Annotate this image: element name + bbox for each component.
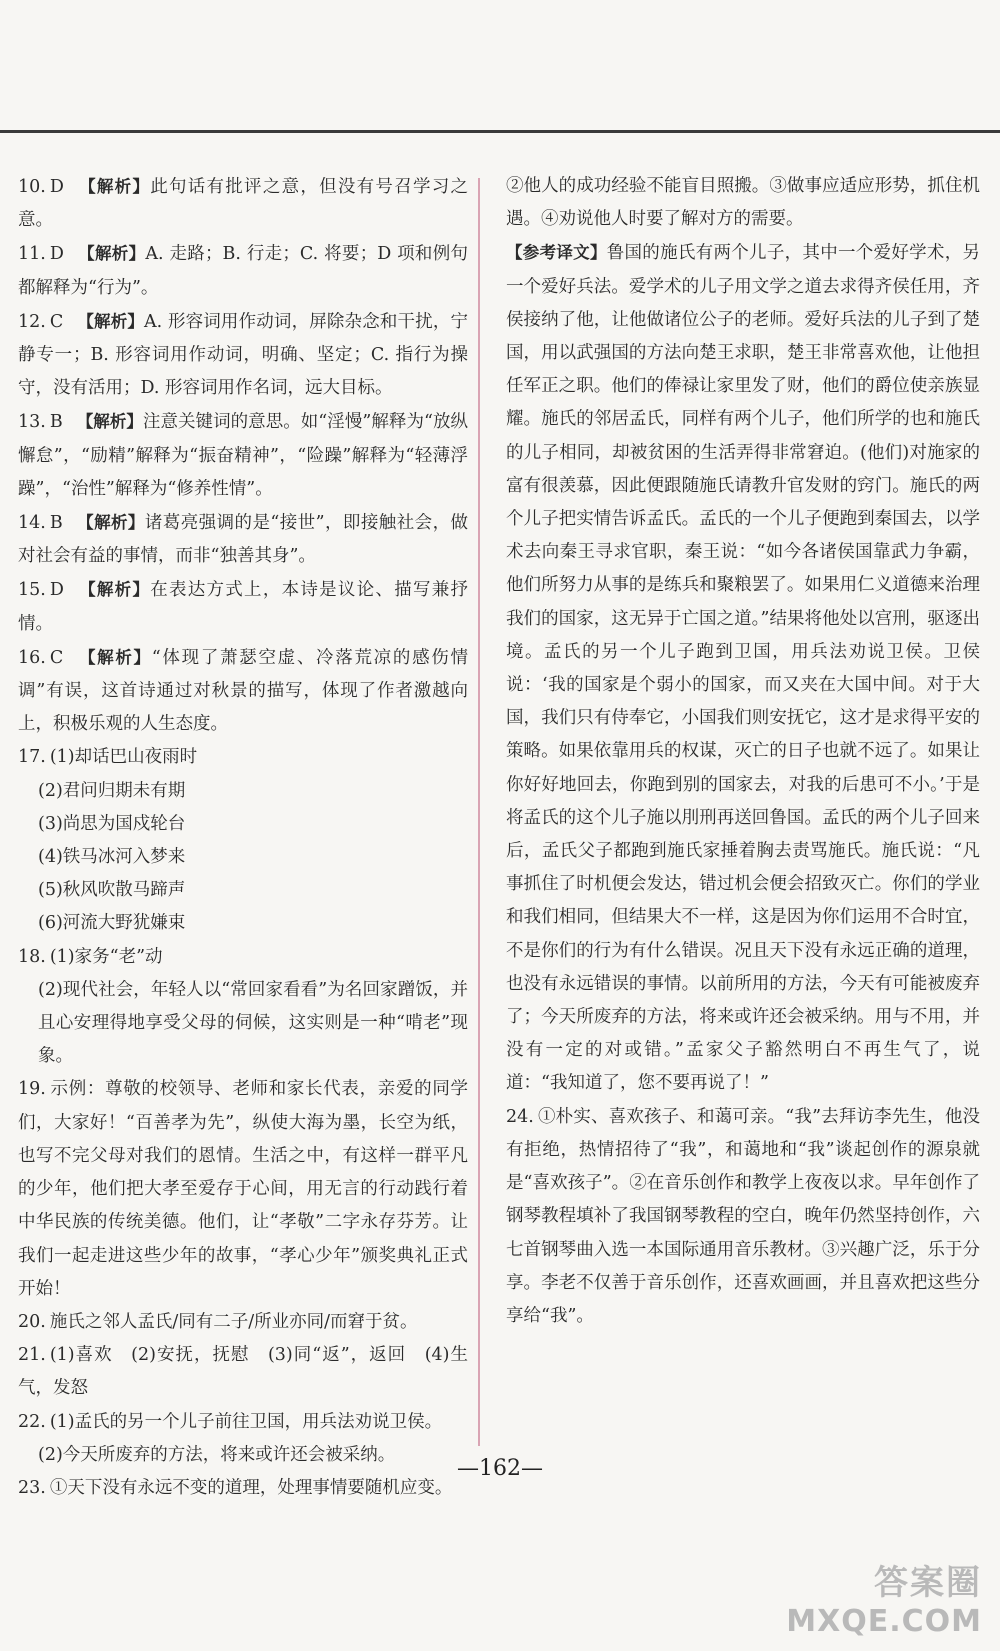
right-column xyxy=(506,170,980,1333)
answer-item: 17. (1)却话巴山夜雨时 xyxy=(18,747,198,768)
answer-item: 15. D 【解析】在表达方式上，本诗是议论、描写兼抒情。 xyxy=(18,580,469,634)
answer-subitem: (6)河流大野犹嫌束 xyxy=(38,913,186,934)
page-number: —162— xyxy=(457,1456,543,1481)
answer-subitem: (2)现代社会，年轻人以“常回家看看”为名回家蹭饭，并且心安理得地享受父母的伺候，这实则是一种“啃老”现象。 xyxy=(38,979,468,1067)
watermark-text: 答案圈 xyxy=(874,1563,982,1603)
answer-item: 10. D 【解析】此句话有批评之意，但没有号召学习之意。 xyxy=(18,177,469,231)
answer-item: 22. (1)孟氏的另一个儿子前往卫国，用兵法劝说卫侯。 xyxy=(18,1411,443,1432)
answer-item: 11. D 【解析】A. 走路；B. 行走；C. 将要；D 项和例句都解释为“行为”。 xyxy=(18,244,469,298)
answer-subitem: (4)铁马冰河入梦来 xyxy=(38,847,186,868)
answer-subitem: (3)尚思为国戍轮台 xyxy=(38,813,186,834)
header-rule xyxy=(0,130,1000,133)
answer-item: 13. B 【解析】注意关键词的意思。如“淫慢”解释为“放纵懈怠”，“励精”解释为“振奋精神”，“险躁”解释为“轻薄浮躁”，“治性”解释为“修养性情”。 xyxy=(18,412,469,499)
watermark xyxy=(786,1555,982,1639)
answer-continuation: ②他人的成功经验不能盲目照搬。③做事应适应形势，抓住机遇。④劝说他人时要了解对方的需要。 xyxy=(506,176,980,230)
answer-item: 21. (1)喜欢 (2)安抚，抚慰 (3)同“返”，返回 (4)生气，发怒 xyxy=(18,1345,468,1399)
answer-item: 20. 施氏之邻人孟氏/同有二子/所业亦同/而窘于贫。 xyxy=(18,1311,418,1332)
answer-item: 24. ①朴实、喜欢孩子、和蔼可亲。“我”去拜访李先生，他没有拒绝，热情招待了“我”，和蔼地和“我”谈起创作的源泉就是“喜欢孩子”。②在音乐创作和教学上夜夜以求。早年创作了钢琴教程填补了我国钢琴教程的空白，晚年仍然坚持创作，六七首钢琴曲入选一本国际通用音乐教材。③兴趣广泛，乐于分享。李老不仅善于音乐创作，还喜欢画画，并且喜欢把这些分享给“我”。 xyxy=(506,1106,980,1326)
answer-item: 16. C 【解析】“体现了萧瑟空虚、冷落荒凉的感伤情调”有误，这首诗通过对秋景的描写，体现了作者激越向上，积极乐观的人生态度。 xyxy=(18,647,468,735)
answer-item: 19. 示例：尊敬的校领导、老师和家长代表，亲爱的同学们，大家好！“百善孝为先”，纵使大海为墨，长空为纸，也写不完父母对我们的恩情。生活之中，有这样一群平凡的少年，他们把大孝至爱存于心间，用无言的行动践行着中华民族的传统美德。他们，让“孝敬”二字永存芬芳。让我们一起走进这些少年的故事，“孝心少年”颁奖典礼正式开始！ xyxy=(18,1079,468,1299)
reference-translation: 【参考译文】鲁国的施氏有两个儿子，其中一个爱好学术，另一个爱好兵法。爱学术的儿子用文学之道去求得齐侯任用，齐侯接纳了他，让他做诸位公子的老师。爱好兵法的儿子到了楚国，用以武强国的方法向楚王求职，楚王非常喜欢他，让他担任军正之职。他们的俸禄让家里发了财，他们的爵位使亲族显耀。施氏的邻居孟氏，同样有两个儿子，他们所学的也和施氏的儿子相同，却被贫困的生活弄得非常窘迫。(他们)对施家的富有很羡慕，因此便跟随施氏请教升官发财的窍门。施氏的两个儿子把实情告诉孟氏。孟氏的一个儿子便跑到秦国去，以学术去向秦王寻求官职，秦王说：“如今各诸侯国靠武力争霸，他们所努力从事的是练兵和聚粮罢了。如果用仁义道德来治理我们的国家，这无异于亡国之道。”结果将他处以宫刑，驱逐出境。孟氏的另一个儿子跑到卫国，用兵法劝说卫侯。卫侯说：‘我的国家是个弱小的国家，而又夹在大国中间。对于大国，我们只有侍奉它，小国我们则安抚它，这才是求得平安的策略。如果依靠用兵的权谋，灭亡的日子也就不远了。如果让你好好地回去，你跑到别的国家去，对我的后患可不小。’于是将孟氏的这个儿子施以刖刑再送回鲁国。孟氏的两个儿子回来后，孟氏父子都跑到施氏家捶着胸去责骂施氏。施氏说：“凡事抓住了时机便会发达，错过机会便会招致灭亡。你们的学业和我们相同，但结果大不一样，这是因为你们运用不合时宜，不是你们的行为有什么错误。况且天下没有永远正确的道理，也没有永远错误的事情。以前所用的方法，今天有可能被废弃了；今天所废弃的方法，将来或许还会被采纳。用与不用，并没有一定的对或错。”孟家父子豁然明白不再生气了，说道：“我知道了，您不要再说了！” xyxy=(506,243,981,1094)
answer-subitem: (2)今天所废弃的方法，将来或许还会被采纳。 xyxy=(38,1444,396,1465)
answer-item: 12. C 【解析】A. 形容词用作动词，屏除杂念和干扰，宁静专一；B. 形容词用作动词，明确、坚定；C. 指行为操守，没有活用；D. 形容词用作名词，远大目标。 xyxy=(18,311,468,399)
answer-item: 23. ①天下没有永远不变的道理，处理事情要随机应变。 xyxy=(18,1477,453,1498)
left-column xyxy=(18,170,468,1505)
answer-item: 18. (1)家务“老”动 xyxy=(18,946,163,967)
answer-subitem: (5)秋风吹散马蹄声 xyxy=(38,880,186,901)
column-divider xyxy=(478,178,480,1446)
watermark-url: MXQE.COM xyxy=(786,1604,982,1639)
answer-item: 14. B 【解析】诸葛亮强调的是“接世”，即接触社会，做对社会有益的事情，而非“独善其身”。 xyxy=(18,513,468,567)
answer-subitem: (2)君问归期未有期 xyxy=(38,780,186,801)
